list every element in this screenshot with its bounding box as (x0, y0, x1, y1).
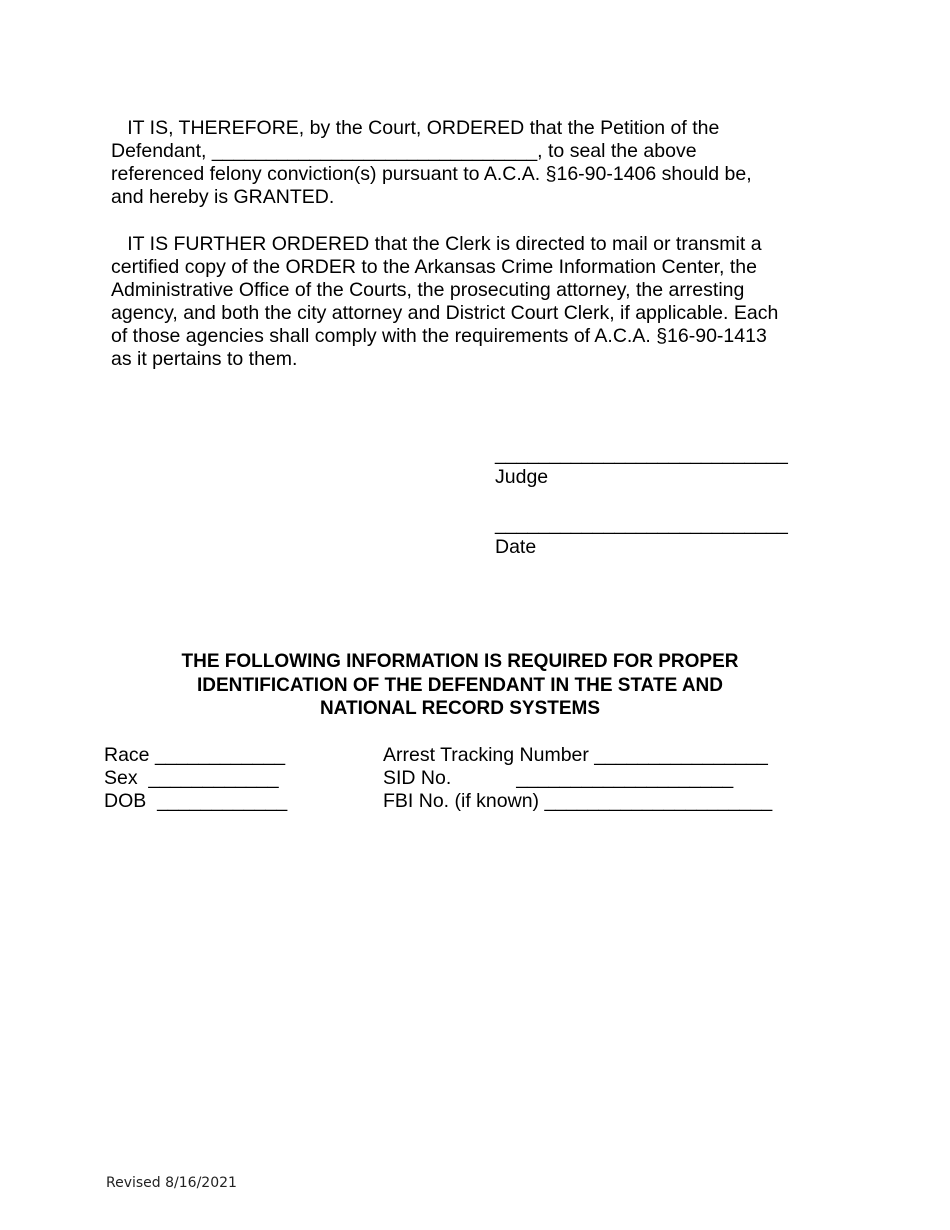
date-signature-block (495, 513, 788, 559)
heading-line: NATIONAL RECORD SYSTEMS (319, 698, 601, 719)
judge-signature-line[interactable]: ___________________________ (495, 443, 788, 465)
date-label: Date (495, 536, 537, 558)
paragraph-line: of those agencies shall comply with the requirements of A.C.A. §16-90-1413 (111, 325, 767, 347)
paragraph-line: IT IS, THEREFORE, by the Court, ORDERED that the Petition of the (111, 117, 720, 139)
paragraph-line: and hereby is GRANTED. (111, 186, 335, 208)
order-paragraph-granted (111, 117, 811, 209)
sex-field[interactable]: Sex ____________ (104, 767, 279, 789)
arrest-tracking-number-field[interactable]: Arrest Tracking Number ________________ (383, 744, 768, 766)
date-signature-line[interactable]: ___________________________ (495, 513, 788, 535)
race-field[interactable]: Race ____________ (104, 744, 286, 766)
paragraph-line: referenced felony conviction(s) pursuant to A.C.A. §16-90-1406 should be, (111, 163, 752, 185)
paragraph-line: IT IS FURTHER ORDERED that the Clerk is directed to mail or transmit a (111, 233, 762, 255)
paragraph-line: Administrative Office of the Courts, the prosecuting attorney, the arresting (111, 279, 745, 301)
order-paragraph-further-ordered (111, 233, 811, 371)
dob-field[interactable]: DOB ____________ (104, 790, 288, 812)
identification-heading (0, 650, 920, 721)
paragraph-line-defendant-blank: Defendant, ______________________________, to seal the above (111, 140, 697, 162)
heading-line: IDENTIFICATION OF THE DEFENDANT IN THE STATE AND (197, 674, 723, 696)
paragraph-line: as it pertains to them. (111, 348, 298, 370)
heading-line: THE FOLLOWING INFORMATION IS REQUIRED FOR PROPER (181, 651, 739, 672)
paragraph-line: certified copy of the ORDER to the Arkansas Crime Information Center, the (111, 256, 757, 278)
revision-date-footer: Revised 8/16/2021 (106, 1175, 237, 1191)
judge-label: Judge (495, 466, 549, 488)
fbi-number-field[interactable]: FBI No. (if known) _____________________ (383, 790, 773, 812)
sid-number-field[interactable]: SID No. ____________________ (383, 767, 734, 789)
judge-signature-block (495, 443, 788, 489)
paragraph-line: agency, and both the city attorney and District Court Clerk, if applicable. Each (111, 302, 779, 324)
